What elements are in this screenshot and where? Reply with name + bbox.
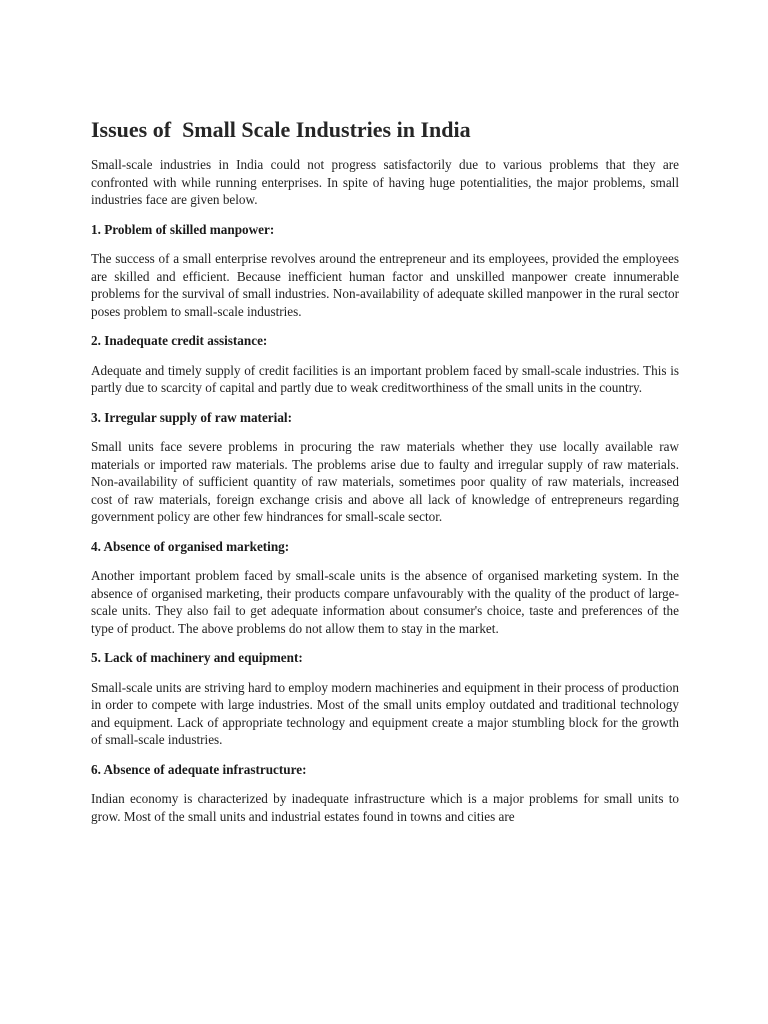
section-credit-assistance (91, 332, 679, 397)
section-heading: 5. Lack of machinery and equipment: (91, 650, 303, 665)
section-heading: 6. Absence of adequate infrastructure: (91, 761, 307, 777)
section-infrastructure (91, 761, 679, 826)
section-body: Small units face severe problems in procuring the raw materials whether they use locally available raw materials or imported raw materials. The problems arise due to faulty and irregular supply of raw materials. Non-availability of sufficient quantity of raw materials, sometimes poor quality of raw materials, increased cost of raw materials, foreign exchange crisis and above all lack of knowledge of entrepreneurs regarding government policy are other few hindrances for small-scale sector. (91, 439, 679, 524)
document-page (91, 116, 679, 837)
section-body: Small-scale units are striving hard to employ modern machineries and equipment in their process of production in order to compete with large industries. Most of the small units employ outdated and traditional technology and equipment. Lack of appropriate technology and equipment create a major stumbling block for the growth of small-scale industries. (91, 679, 679, 747)
intro-paragraph: Small-scale industries in India could not progress satisfactorily due to various problems that they are confronted with while running enterprises. In spite of having huge potentialities, the major problems, small industries face are given below. (91, 157, 679, 207)
section-machinery-equipment (91, 649, 679, 749)
section-heading: 3. Irregular supply of raw material: (91, 409, 292, 425)
section-heading: 1. Problem of skilled manpower: (91, 221, 275, 237)
section-raw-material (91, 409, 679, 526)
section-skilled-manpower (91, 221, 679, 321)
section-body: Another important problem faced by small-scale units is the absence of organised marketing system. In the absence of organised marketing, their products compare unfavourably with the quality of the product of large- scale units. They also fail to get adequate information about consumer's choice, taste and preferences of the type of product. The above problems do not allow them to stay in the market. (91, 568, 679, 636)
section-organised-marketing (91, 538, 679, 638)
section-heading: 2. Inadequate credit assistance: (91, 333, 268, 348)
section-body: Indian economy is characterized by inadequate infrastructure which is a major problems for small units to grow. Most of the small units and industrial estates found in towns and cities are (91, 791, 679, 824)
page-title: Issues of Small Scale Industries in India (91, 117, 471, 142)
section-heading: 4. Absence of organised marketing: (91, 538, 290, 554)
section-body: Adequate and timely supply of credit facilities is an important problem faced by small-scale industries. This is partly due to scarcity of capital and partly due to weak creditworthiness of the small units in the country. (91, 362, 679, 395)
section-body: The success of a small enterprise revolves around the entrepreneur and its employees, provided the employees are skilled and efficient. Because inefficient human factor and unskilled manpower create innumerable problems for the survival of small industries. Non-availability of adequate skilled manpower in the rural sector poses problem to small-scale industries. (91, 251, 679, 319)
